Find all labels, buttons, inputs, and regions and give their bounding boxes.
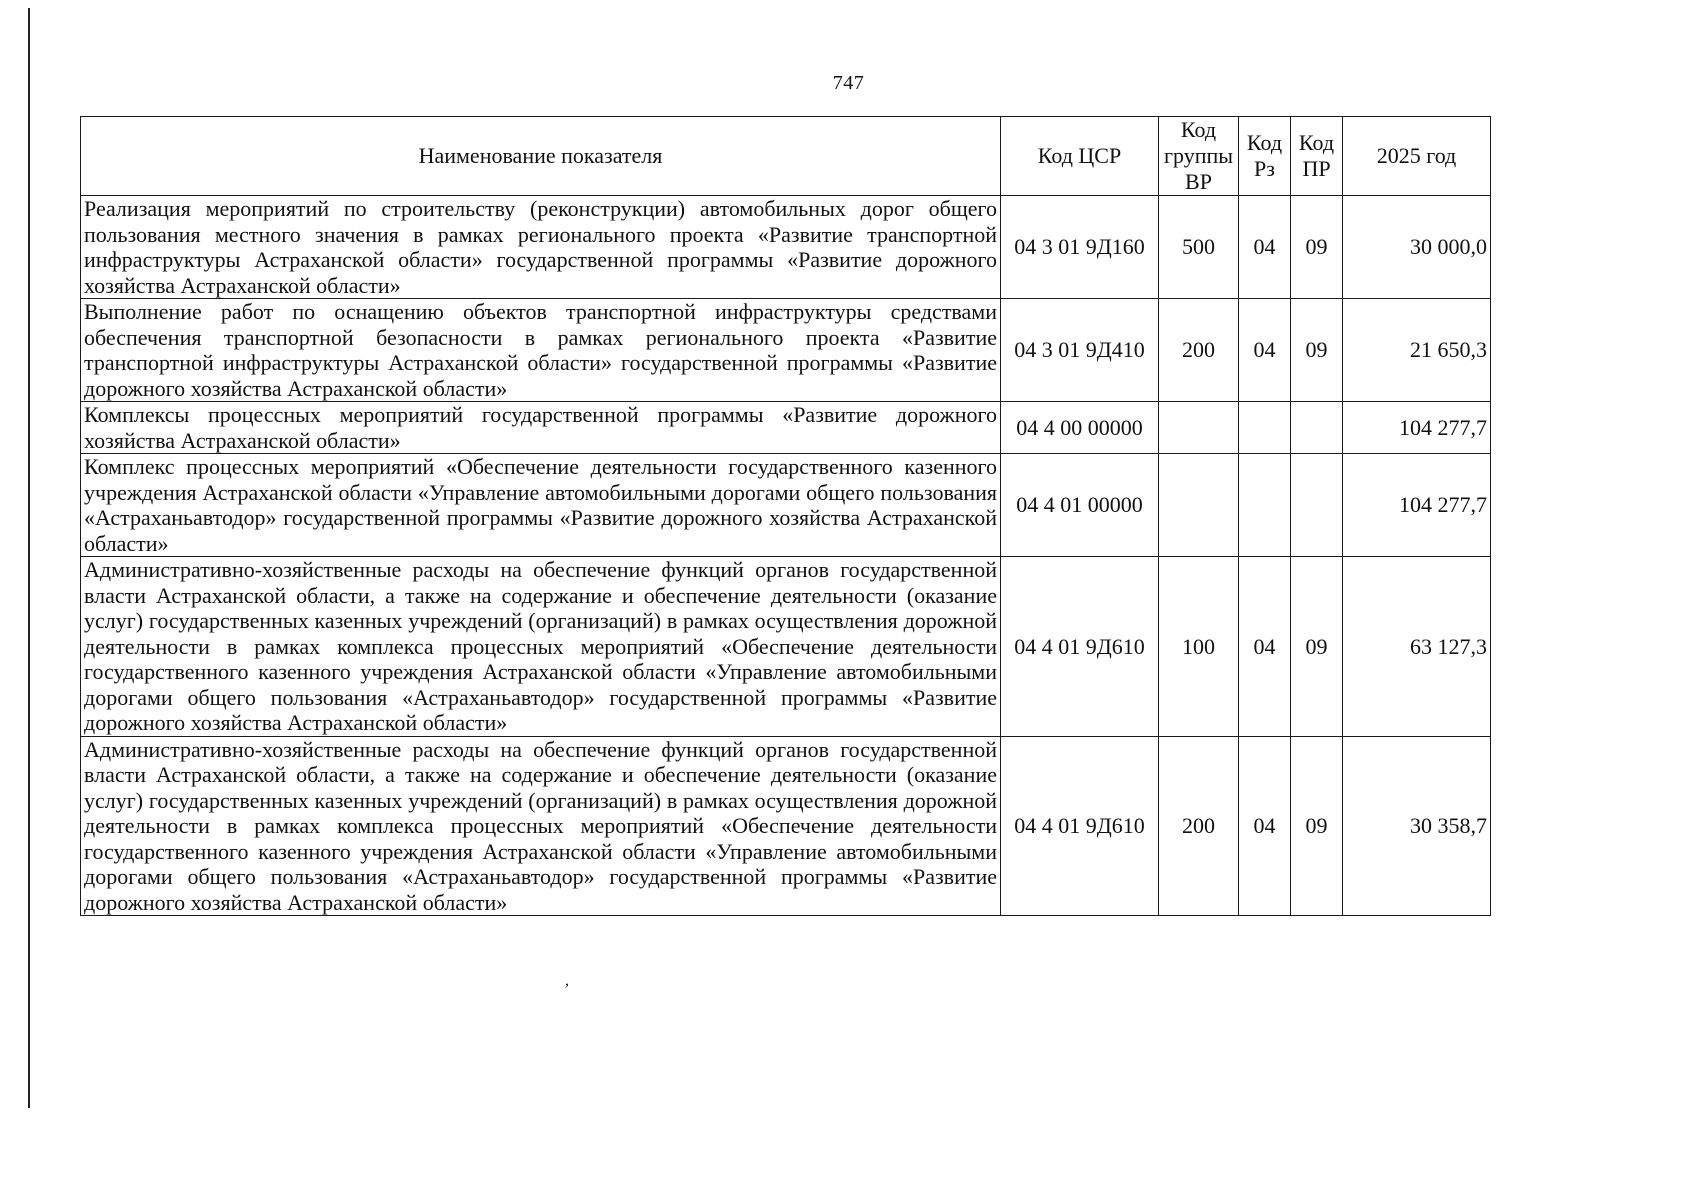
row-pr-code [1291, 454, 1343, 557]
header-rz-code: Код Рз [1239, 117, 1291, 196]
row-rz-code: 04 [1239, 299, 1291, 402]
row-vr-code [1159, 402, 1239, 454]
table-header-row [81, 117, 1491, 196]
header-csr-code: Код ЦСР [1001, 117, 1159, 196]
row-amount: 30 358,7 [1343, 736, 1491, 916]
row-rz-code: 04 [1239, 557, 1291, 737]
row-name: Комплексы процессных мероприятий государственной программы «Развитие дорожного хозяйства Астраханской области» [81, 402, 1001, 454]
row-pr-code: 09 [1291, 299, 1343, 402]
row-name: Комплекс процессных мероприятий «Обеспечение деятельности государственного казенного учреждения Астраханской области «Управление автомобильными дорогами общего пользования «Астраханьавтодор» государственной программы «Развитие дорожного хозяйства Астраханской области» [81, 454, 1001, 557]
row-name: Административно-хозяйственные расходы на обеспечение функций органов государственной власти Астраханской области, а также на содержание и обеспечение деятельности (оказание услуг) государственных казенных учреждений (организаций) в рамках осуществления дорожной деятельности в рамках комплекса процессных мероприятий «Обеспечение деятельности государственного казенного учреждения Астраханской области «Управление автомобильными дорогами общего пользования «Астраханьавтодор» государственной программы «Развитие дорожного хозяйства Астраханской области» [81, 557, 1001, 737]
row-csr-code: 04 4 01 9Д610 [1001, 736, 1159, 916]
row-amount: 21 650,3 [1343, 299, 1491, 402]
table-row [81, 196, 1491, 299]
row-csr-code: 04 4 01 00000 [1001, 454, 1159, 557]
page-left-rule [28, 8, 30, 1108]
table-row [81, 402, 1491, 454]
row-rz-code: 04 [1239, 736, 1291, 916]
row-pr-code: 09 [1291, 557, 1343, 737]
row-vr-code: 200 [1159, 299, 1239, 402]
header-name: Наименование показателя [81, 117, 1001, 196]
stray-mark: , [565, 972, 569, 989]
row-vr-code: 200 [1159, 736, 1239, 916]
row-rz-code: 04 [1239, 196, 1291, 299]
row-vr-code: 100 [1159, 557, 1239, 737]
header-year: 2025 год [1343, 117, 1491, 196]
row-vr-code [1159, 454, 1239, 557]
table-row [81, 736, 1491, 916]
page-number: 747 [832, 72, 865, 94]
row-pr-code: 09 [1291, 736, 1343, 916]
row-csr-code: 04 4 00 00000 [1001, 402, 1159, 454]
table-row [81, 557, 1491, 737]
row-name: Реализация мероприятий по строительству (реконструкции) автомобильных дорог общего пользования местного значения в рамках регионального проекта «Развитие транспортной инфраструктуры Астраханской области» государственной программы «Развитие дорожного хозяйства Астраханской области» [81, 196, 1001, 299]
header-pr-code: Код ПР [1291, 117, 1343, 196]
table-row [81, 299, 1491, 402]
row-pr-code: 09 [1291, 196, 1343, 299]
row-vr-code: 500 [1159, 196, 1239, 299]
row-amount: 104 277,7 [1343, 454, 1491, 557]
row-rz-code [1239, 454, 1291, 557]
row-csr-code: 04 3 01 9Д160 [1001, 196, 1159, 299]
table-row [81, 454, 1491, 557]
row-name: Административно-хозяйственные расходы на обеспечение функций органов государственной власти Астраханской области, а также на содержание и обеспечение деятельности (оказание услуг) государственных казенных учреждений (организаций) в рамках осуществления дорожной деятельности в рамках комплекса процессных мероприятий «Обеспечение деятельности государственного казенного учреждения Астраханской области «Управление автомобильными дорогами общего пользования «Астраханьавтодор» государственной программы «Развитие дорожного хозяйства Астраханской области» [81, 736, 1001, 916]
row-amount: 63 127,3 [1343, 557, 1491, 737]
row-csr-code: 04 4 01 9Д610 [1001, 557, 1159, 737]
budget-table [80, 116, 1491, 916]
row-rz-code [1239, 402, 1291, 454]
header-vr-code: Код группы ВР [1159, 117, 1239, 196]
row-name: Выполнение работ по оснащению объектов транспортной инфраструктуры средствами обеспечения транспортной безопасности в рамках регионального проекта «Развитие транспортной инфраструктуры Астраханской области» государственной программы «Развитие дорожного хозяйства Астраханской области» [81, 299, 1001, 402]
row-csr-code: 04 3 01 9Д410 [1001, 299, 1159, 402]
row-amount: 30 000,0 [1343, 196, 1491, 299]
row-amount: 104 277,7 [1343, 402, 1491, 454]
row-pr-code [1291, 402, 1343, 454]
